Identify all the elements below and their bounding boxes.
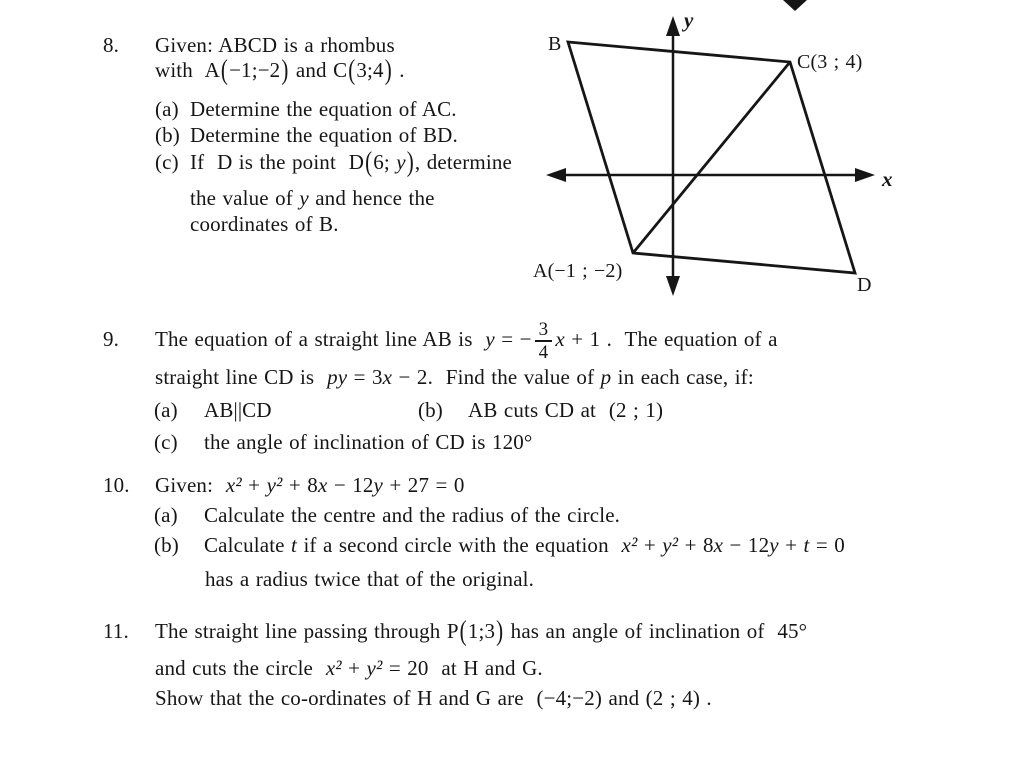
text-segment: C [333,58,348,82]
text-segment: coordinates of B. [190,212,339,236]
text-segment: x² [225,473,242,497]
text-segment: y [769,533,779,557]
q9-item-b-text [468,398,663,422]
text-segment: . [392,58,405,82]
fraction-denominator: 4 [535,340,553,362]
q11-line-2 [155,655,543,681]
text-segment: x² [325,656,342,680]
text-segment: + 8 [678,533,714,557]
q10-item-b-label: (b) [154,533,179,557]
text-segment: with [155,58,205,82]
text-segment: x [382,365,393,389]
q8-item-c [155,144,513,178]
q10-number: 10. [103,473,130,497]
text-segment: t [803,533,810,557]
text-segment: and [289,58,334,82]
q9-item-a-label: (a) [154,398,178,422]
q11-line-3 [155,685,712,711]
q9-line-1-text [155,319,778,363]
text-segment: ) [384,52,392,86]
text-segment: y² [266,473,283,497]
diagonal-ac [633,62,790,253]
text-segment: + [778,533,804,557]
x-axis-left-arrowhead-icon [546,168,566,182]
text-segment: Calculate the centre and the radius of the circle. [204,503,621,527]
text-segment: + [341,656,367,680]
text-segment: + 1 . The equation of a [564,326,778,351]
text-segment: y [373,473,384,497]
q9-item-c [154,429,532,455]
text-segment: − 12 [327,473,374,497]
x-axis-label: x [882,167,893,191]
q11-number: 11. [103,619,129,643]
q10-item-b-text [204,533,845,557]
text-segment: A [204,58,220,82]
text-segment: = 20 at H and G. [382,656,543,680]
text-segment: D [348,150,365,174]
text-segment: and hence the [308,186,435,210]
y-axis-down-arrowhead-icon [666,276,680,296]
text-segment: (−4;−2) [536,686,603,710]
text-segment: 45° [777,619,808,643]
text-segment: = − [494,326,532,351]
text-segment: Determine the equation of BD. [190,123,458,147]
text-segment: y² [366,656,383,680]
text-segment: x [317,473,328,497]
text-segment: 3;4 [356,58,384,82]
text-segment: Determine the equation of AC. [190,97,457,121]
text-segment: ) [281,52,289,86]
text-segment: if a second circle with the equation [297,533,622,557]
text-segment: 1;3 [467,619,496,643]
text-segment: P [446,619,459,643]
text-segment: the value of [190,186,300,210]
q10-line-1-text [155,473,465,497]
q9-item-c-text [204,430,532,454]
rhombus-figure [528,0,908,312]
text-segment: Given: ABCD is a rhombus [155,33,395,57]
text-segment: = 3 [347,365,383,389]
text-segment: The straight line passing through [155,619,447,643]
text-segment: The equation of a straight line AB is [155,326,486,351]
q8-item-a-text [190,97,457,121]
fraction-numerator: 3 [538,319,549,340]
q10-item-b-line-2 [205,566,534,592]
text-segment: ( [220,52,229,86]
q8-item-c-line-2 [190,185,435,211]
q11-line-1 [103,613,808,647]
text-segment: py [327,365,348,389]
q8-item-b-label: (b) [155,123,180,147]
text-segment: y [299,186,309,210]
text-segment: ( [365,144,373,178]
text-segment: 6; [373,150,397,174]
text-segment: AB||CD [204,398,272,422]
q10-item-a [154,502,620,528]
point-label-a: A(−1 ; −2) [533,260,623,282]
q10-item-b [154,532,845,558]
q10-item-a-label: (a) [154,503,178,527]
q8-number: 8. [103,33,120,57]
text-segment: + [241,473,267,497]
x-axis-right-arrowhead-icon [855,168,875,182]
q9-item-c-label: (c) [154,430,178,454]
text-segment: ) [406,144,414,178]
text-segment: Show that the co-ordinates of H and G are [155,686,537,710]
point-label-d: D [857,274,872,296]
q9-item-b-label: (b) [418,398,443,422]
text-segment: If D is the point [190,150,349,174]
text-segment: y² [662,533,679,557]
q9-item-a [154,397,272,423]
text-segment: − 2. Find the value of [392,365,601,389]
q8-item-a [155,96,457,122]
q8-line-2 [155,52,405,86]
q10-item-a-text [204,503,620,527]
text-segment: Given: [155,473,226,497]
text-segment: x [713,533,724,557]
text-segment: x² [621,533,638,557]
q8-item-c-label: (c) [155,150,179,174]
text-segment: (2 ; 4) [645,686,701,710]
text-segment: p [600,365,612,389]
text-segment: −1;−2 [229,58,281,82]
text-segment: Calculate [204,533,292,557]
text-segment: the angle of inclination of CD is 120° [204,430,533,454]
text-segment: ( [459,613,467,647]
q10-line-1 [103,472,465,498]
text-segment: + 8 [282,473,318,497]
text-segment: has an angle of inclination of [504,619,778,643]
text-segment: − 12 [723,533,770,557]
stacked-fraction [535,320,553,362]
q11-line-1-text [155,613,808,647]
text-segment: and [602,686,646,710]
text-segment: ( [348,52,356,86]
text-segment: + [637,533,663,557]
text-segment: x [555,326,565,351]
point-label-c: C(3 ; 4) [797,51,863,73]
text-segment: (2 ; 1) [608,398,664,422]
q8-item-b-text [190,123,458,147]
q8-item-c-line-3 [190,211,339,237]
text-segment: = 0 [809,533,845,557]
q8-item-c-text [190,144,513,178]
text-segment: and cuts the circle [155,656,326,680]
q9-line-1 [103,320,778,362]
cutoff-arrowhead-icon [783,0,807,11]
y-axis-up-arrowhead-icon [666,16,680,36]
q9-item-b [418,397,663,423]
q8-item-a-label: (a) [155,97,179,121]
text-segment: ) [496,613,504,647]
q9-item-a-text [204,398,272,422]
point-label-b: B [548,33,562,55]
text-segment: in each case, if: [611,365,754,389]
text-segment: y [485,326,495,351]
q9-line-2 [155,364,754,390]
text-segment: . [700,686,712,710]
text-segment: has a radius twice that of the original. [205,567,535,591]
text-segment: AB cuts CD at [468,398,609,422]
text-segment: + 27 = 0 [383,473,465,497]
q8-line-1-text [155,33,395,57]
text-segment: t [291,533,298,557]
text-segment: , determine [414,150,513,174]
text-segment: y [396,150,406,174]
q9-number: 9. [103,326,120,351]
y-axis-label: y [684,8,694,32]
text-segment: straight line CD is [155,365,328,389]
